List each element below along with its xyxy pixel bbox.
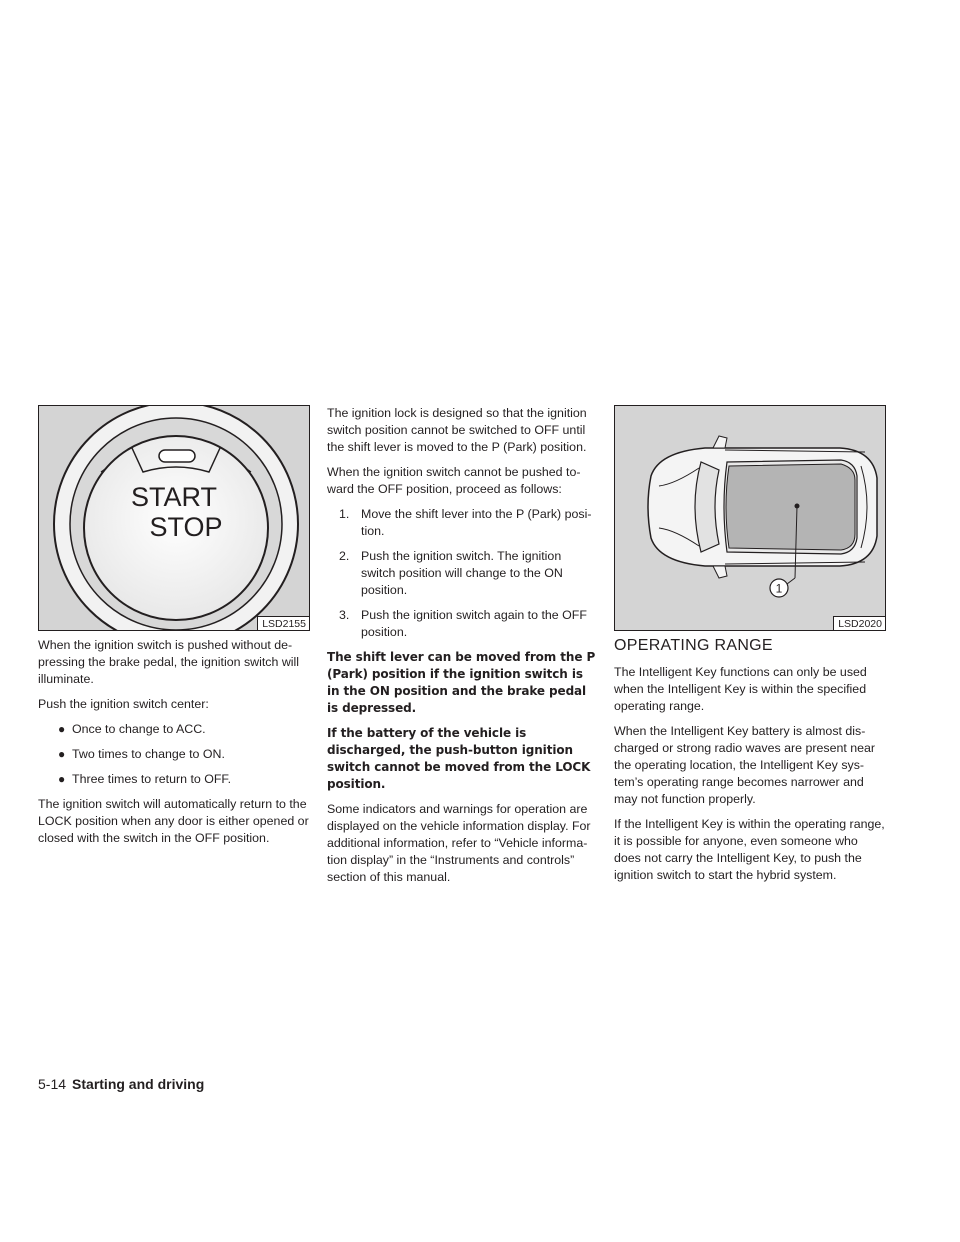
- list-item-text: Once to change to ACC.: [72, 722, 206, 736]
- vehicle-top-view-illustration: [615, 406, 885, 630]
- callout-number: 1: [775, 581, 783, 596]
- list-item: [38, 746, 310, 763]
- paragraph: Push the ignition switch center:: [38, 697, 209, 711]
- bold-notice: If the battery of the vehicle is discharged, the push-button ignition switch cannot be moved from the LOCK position.: [327, 726, 591, 791]
- section-title: Starting and driving: [72, 1076, 205, 1092]
- list-item: [38, 721, 310, 738]
- steps-list: [327, 506, 599, 641]
- list-item: [38, 771, 310, 788]
- step-text: Move the shift lever into the P (Park) posi-tion.: [361, 507, 592, 538]
- paragraph: The ignition switch will automatically return to the LOCK position when any door is either opened or closed with the switch in the OFF position.: [38, 797, 309, 845]
- stop-label: STOP: [149, 512, 223, 542]
- paragraph: If the Intelligent Key is within the operating range, it is possible for anyone, even someone who does not carry the Intelligent Key, to push the ignition switch to start the hybrid system.: [614, 817, 885, 882]
- start-label: START: [130, 482, 218, 512]
- paragraph: When the ignition switch cannot be pushed to-ward the OFF position, proceed as follows:: [327, 465, 581, 496]
- step-number: 2.: [339, 549, 350, 563]
- list-item: [327, 548, 599, 599]
- bullet-list: [38, 721, 310, 788]
- column-middle: [327, 405, 599, 894]
- list-item-text: Three times to return to OFF.: [72, 772, 232, 786]
- bold-notice: The shift lever can be moved from the P (Park) position if the ignition switch is in the ON position and the brake pedal is depressed.: [327, 650, 596, 715]
- step-number: 1.: [339, 507, 350, 521]
- paragraph: When the ignition switch is pushed without de-pressing the brake pedal, the ignition switch will illuminate.: [38, 638, 300, 686]
- start-stop-button-illustration: [39, 406, 309, 630]
- bullet-icon: ●: [58, 772, 66, 786]
- list-item: [327, 506, 599, 540]
- page-footer: [38, 1076, 204, 1092]
- paragraph: The Intelligent Key functions can only be used when the Intelligent Key is within the specified operating range.: [614, 665, 867, 713]
- section-heading: OPERATING RANGE: [614, 637, 773, 654]
- paragraph: When the Intelligent Key battery is almost dis-charged or strong radio waves are present near the operating location, the Intelligent Key sys-tem’s operating range becomes narrower and may not function properly.: [614, 724, 876, 806]
- list-item-text: Two times to change to ON.: [72, 747, 225, 761]
- paragraph: Some indicators and warnings for operation are displayed on the vehicle information display. For additional information, refer to “Vehicle informa-tion display” in the “Instruments and controls” section of this manual.: [327, 802, 591, 884]
- start-stop-button-figure: [38, 405, 310, 631]
- paragraph: The ignition lock is designed so that the ignition switch position cannot be switched to OFF until the shift lever is moved to the P (Park) position.: [327, 406, 587, 454]
- step-text: Push the ignition switch again to the OFF position.: [361, 608, 587, 639]
- step-number: 3.: [339, 608, 350, 622]
- page-number: 5-14: [38, 1076, 67, 1092]
- figure-code: LSD2155: [257, 616, 309, 630]
- column-left: [38, 405, 310, 855]
- list-item: [327, 607, 599, 641]
- bullet-icon: ●: [58, 722, 66, 736]
- bullet-icon: ●: [58, 747, 66, 761]
- operating-range-figure: [614, 405, 886, 631]
- column-right: [614, 405, 886, 892]
- step-text: Push the ignition switch. The ignition switch position will change to the ON position.: [361, 549, 563, 597]
- figure-code: LSD2020: [833, 616, 885, 630]
